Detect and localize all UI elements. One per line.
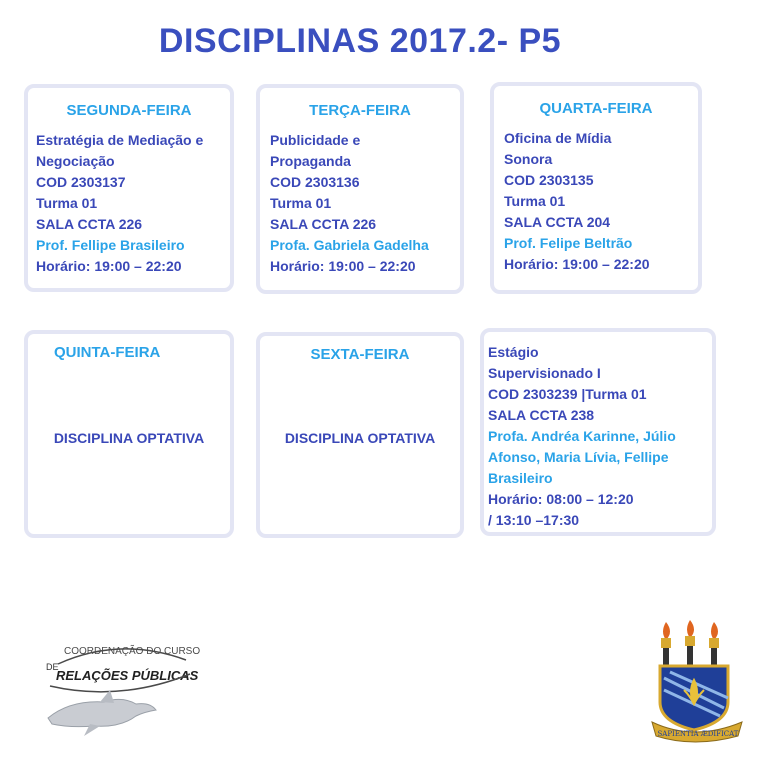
course-line: Supervisionado I	[488, 365, 601, 381]
course-line: Sonora	[504, 151, 553, 167]
course-line: Estágio	[488, 344, 539, 360]
course-room: SALA CCTA 204	[504, 214, 611, 230]
course-class: Turma 01	[36, 195, 98, 211]
card-quarta	[490, 82, 702, 294]
professor: Profa. Andréa Karinne, Júlio	[488, 428, 676, 444]
course-room: SALA CCTA 226	[36, 216, 143, 232]
course-class: Turma 01	[270, 195, 332, 211]
professor: Prof. Fellipe Brasileiro	[36, 237, 185, 253]
logo-de: DE	[46, 662, 59, 672]
card-terca	[256, 84, 464, 294]
crest-motto: SAPIENTIA ÆDIFICAT	[657, 730, 739, 738]
card-segunda	[24, 84, 234, 292]
course-line: Negociação	[36, 153, 115, 169]
dolphin-icon	[48, 699, 156, 726]
professor: Profa. Gabriela Gadelha	[270, 237, 429, 253]
course-code: COD 2303137	[36, 174, 126, 190]
course-room: SALA CCTA 226	[270, 216, 377, 232]
day-label: QUINTA-FEIRA	[54, 344, 161, 361]
logo-line2: RELAÇÕES PÚBLICAS	[56, 668, 199, 683]
schedule: / 13:10 –17:30	[488, 512, 580, 528]
professor: Afonso, Maria Lívia, Fellipe	[488, 449, 669, 465]
day-label: TERÇA-FEIRA	[309, 102, 411, 119]
course-room: SALA CCTA 238	[488, 407, 595, 423]
logo-line1: COORDENAÇÃO DO CURSO	[64, 646, 200, 657]
schedule: Horário: 19:00 – 22:20	[504, 256, 650, 272]
schedule: Horário: 19:00 – 22:20	[36, 258, 182, 274]
card-sexta	[256, 332, 464, 538]
course-line: Estratégia de Mediação e	[36, 132, 204, 148]
page-title: DISCIPLINAS 2017.2- P5	[158, 22, 562, 60]
course-class: Turma 01	[504, 193, 566, 209]
schedule: Horário: 08:00 – 12:20	[488, 491, 634, 507]
course-line: Publicidade e	[270, 132, 361, 148]
schedule: Horário: 19:00 – 22:20	[270, 258, 416, 274]
professor: Brasileiro	[488, 470, 553, 486]
card-estagio	[480, 328, 716, 536]
day-label: SEGUNDA-FEIRA	[66, 102, 192, 119]
course-code: COD 2303135	[504, 172, 594, 188]
course-code: COD 2303239 |Turma 01	[488, 386, 647, 402]
optional-course: DISCIPLINA OPTATIVA	[284, 430, 436, 446]
course-line: Oficina de Mídia	[504, 130, 612, 146]
day-label: SEXTA-FEIRA	[310, 346, 410, 363]
day-label: QUARTA-FEIRA	[539, 100, 653, 117]
card-quinta	[24, 330, 234, 538]
course-code: COD 2303136	[270, 174, 360, 190]
course-coordination-logo	[40, 630, 200, 740]
optional-course: DISCIPLINA OPTATIVA	[53, 430, 205, 446]
course-line: Propaganda	[270, 153, 351, 169]
professor: Prof. Felipe Beltrão	[504, 235, 633, 251]
university-crest-icon	[650, 618, 746, 744]
